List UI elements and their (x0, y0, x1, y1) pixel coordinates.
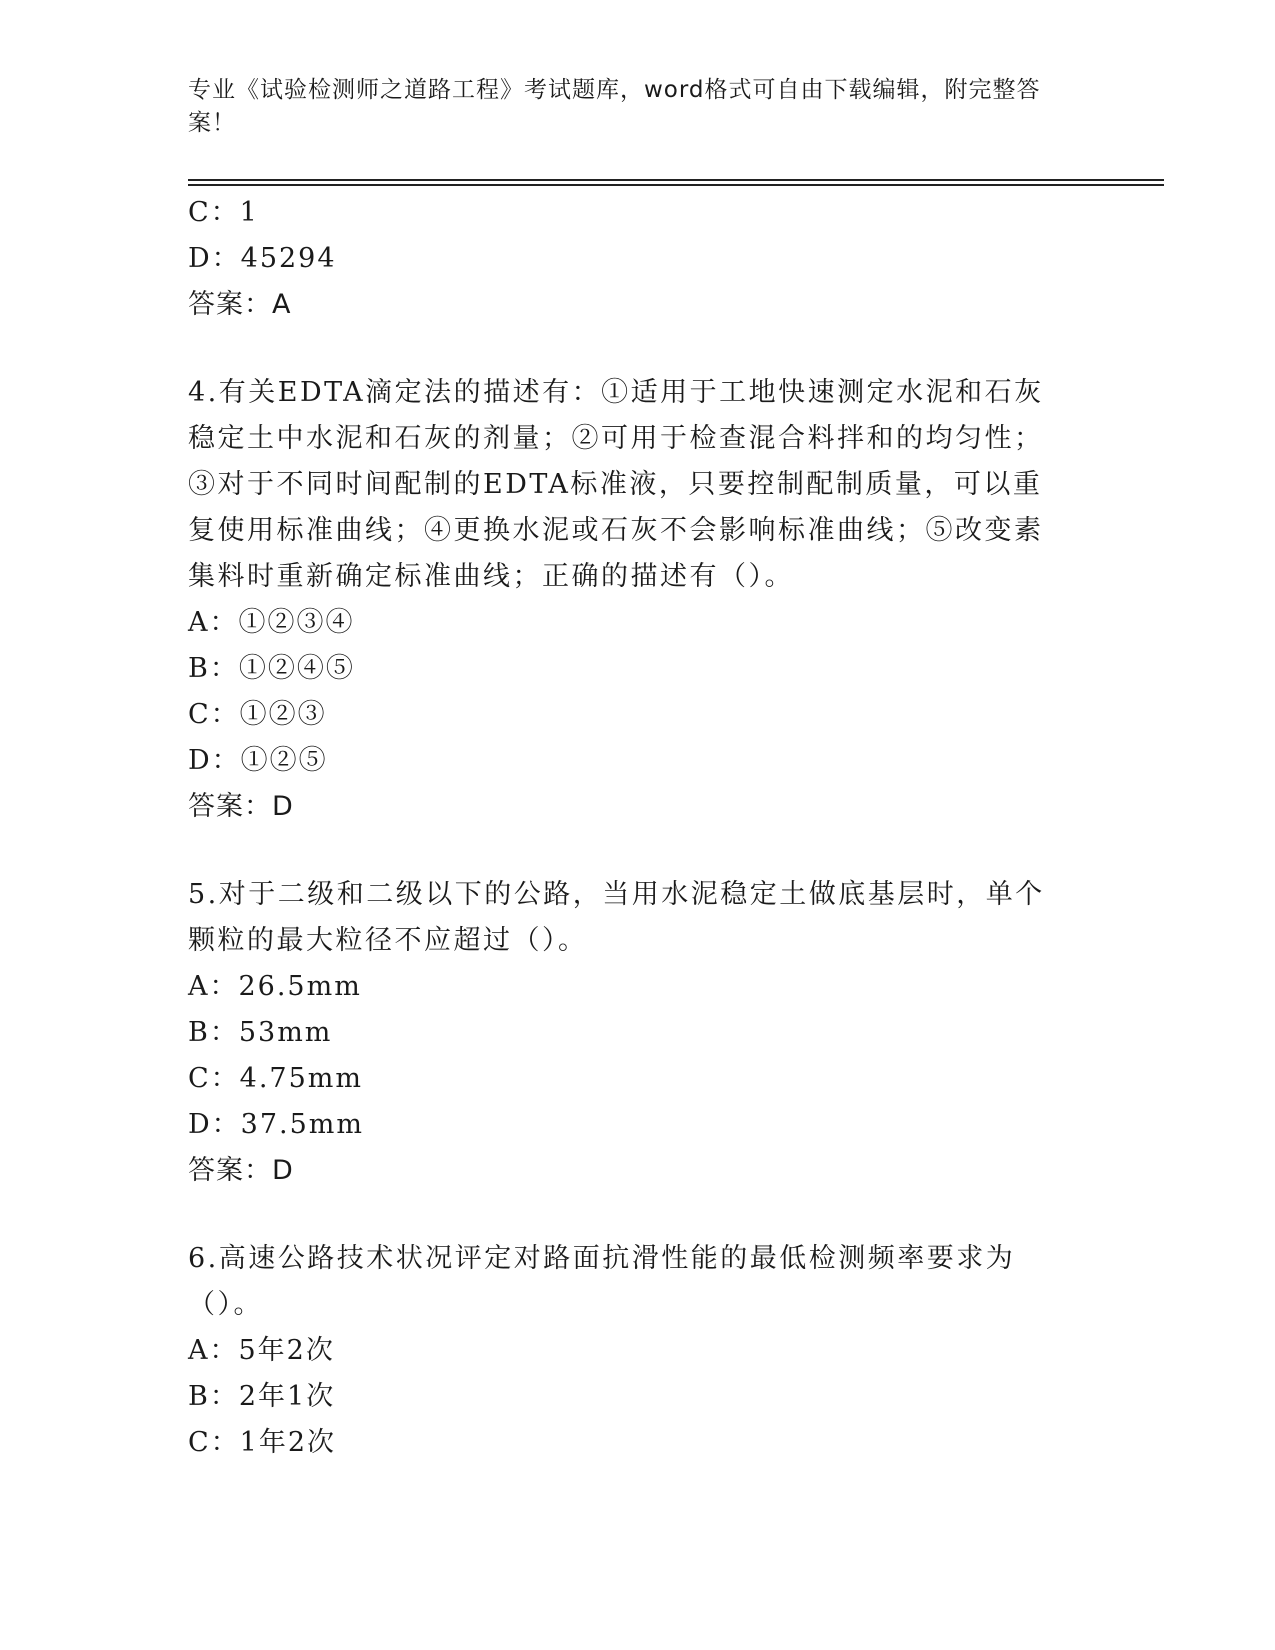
question-text: 4.有关EDTA滴定法的描述有：①适用于工地快速测定水泥和石灰稳定土中水泥和石灰的剂量；②可用于检查混合料拌和的均匀性；③对于不同时间配制的EDTA标准液，只要控制配制质量，可以重复使用标准曲线；④更换水泥或石灰不会影响标准曲线；⑤改变素集料时重新确定标准曲线；正确的描述有（）。 (188, 377, 1044, 592)
option-a: A：①②③④ (188, 607, 355, 638)
question-block-3-continued (188, 190, 1068, 328)
option-c: C：1 (188, 197, 259, 228)
question-block-6 (188, 1236, 1068, 1466)
option-b: B：53mm (188, 1017, 333, 1048)
option-c: C：①②③ (188, 699, 327, 730)
question-block-4 (188, 370, 1068, 830)
answer-line: 答案：A (188, 289, 292, 320)
option-d: D：①②⑤ (188, 745, 328, 776)
question-block-5 (188, 872, 1068, 1194)
option-c: C：4.75mm (188, 1063, 363, 1094)
page-header: 专业《试验检测师之道路工程》考试题库，word格式可自由下载编辑，附完整答案！ (188, 77, 1041, 136)
option-b: B：2年1次 (188, 1381, 336, 1412)
option-d: D：37.5mm (188, 1109, 364, 1140)
option-b: B：①②④⑤ (188, 653, 355, 684)
option-d: D：45294 (188, 243, 337, 274)
option-a: A：26.5mm (188, 971, 362, 1002)
question-text: 6.高速公路技术状况评定对路面抗滑性能的最低检测频率要求为（）。 (188, 1243, 1016, 1320)
answer-line: 答案：D (188, 1155, 294, 1186)
header-divider-double (188, 184, 1164, 186)
answer-line: 答案：D (188, 791, 294, 822)
header-divider (188, 179, 1164, 181)
option-c: C：1年2次 (188, 1427, 337, 1458)
question-text: 5.对于二级和二级以下的公路，当用水泥稳定土做底基层时，单个颗粒的最大粒径不应超过（）。 (188, 879, 1045, 956)
document-body (188, 190, 1068, 1466)
option-a: A：5年2次 (188, 1335, 335, 1366)
